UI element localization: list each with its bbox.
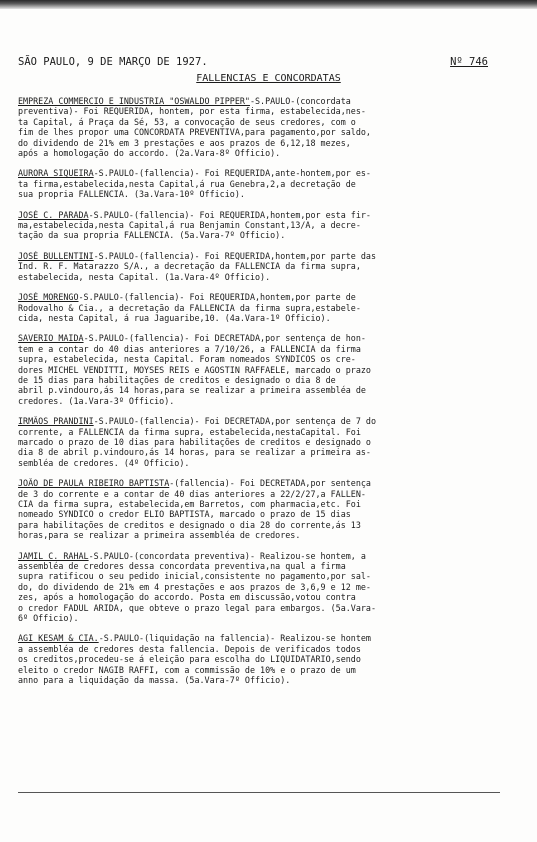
notice-text: nomeado SYNDICO o credor ELIO BAPTISTA, marcado o prazo de 15 dias <box>18 509 351 520</box>
notice-line <box>18 520 518 530</box>
notice-line <box>18 230 518 240</box>
notice-line <box>18 210 518 220</box>
notice-line <box>18 509 518 519</box>
notice-text: CIA da firma supra, estabelecida,em Barretos, com pharmacia,etc. Foi <box>18 499 361 509</box>
notice-line <box>18 427 518 437</box>
notice-text: tem e a contar do 40 dias anteriores a 7/10/26, a FALLENCIA da firma <box>18 343 361 354</box>
notice-text: -S.PAULO-(fallencia)- Foi REQUERIDA,hontem,por parte de <box>78 292 356 303</box>
notice-entry <box>18 333 518 406</box>
notice-line <box>18 375 518 385</box>
notice-line <box>18 168 518 178</box>
notice-entry <box>18 478 518 540</box>
notice-text: corrente, a FALLENCIA da firma supra, estabelecida,nestaCapital. Foi <box>18 426 361 437</box>
notice-line <box>18 189 518 199</box>
notice-line <box>18 333 518 343</box>
notice-text: sembléa de credores. (4º Officio). <box>18 457 190 468</box>
document-header <box>18 55 488 69</box>
notice-text: após a homologação do accordo. (2a.Vara-8º Officio). <box>18 148 281 159</box>
notice-line <box>18 292 518 302</box>
notice-line <box>18 106 518 116</box>
notice-text: supra, estabelecida, nesta Capital. Foram nomeados SYNDICOS os cre- <box>18 354 356 365</box>
notice-line <box>18 489 518 499</box>
notice-line <box>18 313 518 323</box>
notice-line <box>18 654 518 664</box>
notice-line <box>18 447 518 457</box>
notice-text: assembléa de credores dessa concordata preventiva,na qual a firma <box>18 561 346 572</box>
notice-line <box>18 148 518 158</box>
notice-text: fim de lhes propor uma CONCORDATA PREVENTIVA,para pagamento,por saldo, <box>18 127 371 138</box>
notice-line <box>18 303 518 313</box>
notice-text: a assembléa de credores desta fallencia. Depois de verificados todos <box>18 643 361 654</box>
notice-line <box>18 551 518 561</box>
notice-line <box>18 478 518 488</box>
bottom-rule <box>18 792 500 793</box>
notice-text: -S.PAULO-(concordata <box>249 96 351 106</box>
notice-company-name: AGI KESAM & CIA. <box>18 633 99 644</box>
notice-entry <box>18 96 518 158</box>
notice-line <box>18 138 518 148</box>
scan-top-edge <box>0 0 537 9</box>
section-title: FALLENCIAS E CONCORDATAS <box>196 73 341 84</box>
notice-entry <box>18 416 518 468</box>
notice-line <box>18 582 518 592</box>
notice-text: dia 8 de abril p.vindouro,ás 14 horas, para se realizar a primeira as- <box>18 447 371 458</box>
notice-company-name: JOSÉ MORENGO <box>18 292 79 303</box>
notice-text: 6º Officio). <box>18 613 79 624</box>
notice-company-name: JOSÉ C. PARADA <box>18 209 89 220</box>
notice-text: ma,estabelecida,nesta Capital,á rua Benjamin Constant,13/A, a decre- <box>18 220 361 231</box>
notice-text: preventiva)- Foi REQUERIDA, hontem, por esta firma, estabelecida,nes- <box>18 106 366 117</box>
notice-text: -S.PAULO-(fallencia)- Foi REQUERIDA,hontem,por parte das <box>93 250 377 261</box>
notice-company-name: JAMIL C. RAHAL <box>18 550 89 561</box>
notice-text: eleito o credor NAGIB RAFFI, com a commissão de 10% e o prazo de um <box>18 664 356 675</box>
notice-text: do, do dividendo de 21% em 4 prestações e aos prazos de 3,6,9 e 12 me- <box>18 581 371 592</box>
notice-company-name: SAVERIO MAIDA <box>18 333 84 344</box>
notice-line <box>18 613 518 623</box>
notice-text: tação da sua propria FALLENCIA. (5a.Vara-7º Officio). <box>18 230 286 241</box>
notice-text: os creditos,procedeu-se á eleição para escolha do LIQUIDATARIO,sendo <box>18 654 361 665</box>
notice-text: abril p.vindouro,ás 14 horas,para se realizar a primeira assembléa de <box>18 385 366 396</box>
notice-line <box>18 179 518 189</box>
notice-text: -S.PAULO-(fallencia)- Foi REQUERIDA,hontem,por esta fir- <box>88 209 371 220</box>
notice-line <box>18 220 518 230</box>
notice-company-name: JOÃO DE PAULA RIBEIRO BAPTISTA <box>18 478 170 489</box>
notice-entry <box>18 210 518 241</box>
notice-text: o credor FADUL ARIDA, que obteve o prazo legal para embargos. (5a.Vara- <box>18 602 376 613</box>
entries-list <box>18 96 518 696</box>
notice-line <box>18 675 518 685</box>
document-date: SÃO PAULO, 9 DE MARÇO DE 1927. <box>18 56 208 68</box>
notice-text: -S.PAULO-(fallencia)- Foi DECRETADA,por sentença de 7 do <box>93 416 377 427</box>
notice-line <box>18 530 518 540</box>
notice-text: de 3 do corrente e a contar de 40 dias anteriores a 22/2/27,a FALLEN- <box>18 488 366 499</box>
notice-text: zes, após a homologação do accordo. Posta em discussão,votou contra <box>18 592 356 603</box>
notice-line <box>18 633 518 643</box>
notice-text: -S.PAULO-(fallencia)- Foi DECRETADA,por sentença de hon- <box>83 333 366 344</box>
notice-line <box>18 499 518 509</box>
notice-line <box>18 437 518 447</box>
notice-text: para habilitações de creditos e designado o dia 28 do corrente,ás 13 <box>18 519 361 530</box>
notice-line <box>18 127 518 137</box>
notice-text: anno para a liquidação da massa. (5a.Vara-7º Officio). <box>18 675 291 686</box>
notice-text: Rodovalho & Cia., a decretação da FALLENCIA da firma supra,estabele- <box>18 302 361 313</box>
notice-line <box>18 458 518 468</box>
notice-text: -S.PAULO-(liquidação na fallencia)- Realizou-se hontem <box>98 633 371 644</box>
notice-text: -S.PAULO-(concordata preventiva)- Realizou-se hontem, a <box>88 550 366 561</box>
notice-company-name: EMPREZA COMMERCIO E INDUSTRIA "OSWALDO PIPPER" <box>18 96 250 106</box>
notice-text: ta Capital, á Praça da Sé, 53, a convocação de seus credores, com o <box>18 116 356 127</box>
notice-line <box>18 416 518 426</box>
notice-entry <box>18 551 518 624</box>
notice-text: ta firma,estabelecida,nesta Capital,á rua Genebra,2,a decretação de <box>18 178 356 189</box>
notice-entry <box>18 292 518 323</box>
notice-line <box>18 365 518 375</box>
notice-text: Ind. R. F. Matarazzo S/A., a decretação da FALLENCIA da firma supra, <box>18 261 361 272</box>
notice-text: credores. (1a.Vara-3º Officio). <box>18 395 175 406</box>
notice-line <box>18 272 518 282</box>
notice-text: dores MICHEL VENDITTI, MOYSES REIS e AGOSTIN RAFFAELE, marcado o prazo <box>18 364 371 375</box>
notice-text: marcado o prazo de 10 dias para habilitações de creditos e designado o <box>18 436 371 447</box>
notice-line <box>18 96 518 106</box>
notice-line <box>18 592 518 602</box>
notice-entry <box>18 168 518 199</box>
notice-line <box>18 644 518 654</box>
notice-company-name: IRMÃOS PRANDINI <box>18 416 94 427</box>
notice-company-name: AURORA SIQUEIRA <box>18 168 94 179</box>
notice-line <box>18 117 518 127</box>
notice-line <box>18 251 518 261</box>
notice-line <box>18 385 518 395</box>
notice-text: de 15 dias para habilitações de creditos e designado o dia 8 de <box>18 374 336 385</box>
notice-text: cida, nesta Capital, á rua Jaguaribe,10. (4a.Vara-1º Officio). <box>18 312 331 323</box>
notice-line <box>18 344 518 354</box>
notice-line <box>18 603 518 613</box>
notice-company-name: JOSÉ BULLENTINI <box>18 250 94 261</box>
notice-text: -S.PAULO-(fallencia)- Foi REQUERIDA,ante-hontem,por es- <box>93 168 371 179</box>
notice-text: horas,para se realizar a primeira assembléa de credores. <box>18 530 301 541</box>
notice-line <box>18 261 518 271</box>
notice-entry <box>18 251 518 282</box>
notice-line <box>18 665 518 675</box>
notice-text: do dividendo de 21% em 3 prestações e aos prazos de 6,12,18 mezes, <box>18 137 351 148</box>
notice-line <box>18 561 518 571</box>
notice-entry <box>18 633 518 685</box>
notice-text: supra ratificou o seu pedido inicial,consistente no pagamento,por sal- <box>18 571 371 582</box>
document-number: Nº 746 <box>450 56 488 68</box>
notice-text: -(fallencia)- Foi DECRETADA,por sentença <box>169 478 371 489</box>
notice-text: estabelecida, nesta Capital. (1a.Vara-4º Officio). <box>18 271 271 282</box>
notice-line <box>18 571 518 581</box>
notice-text: sua propria FALLENCIA. (3a.Vara-10º Officio). <box>18 189 245 200</box>
notice-line <box>18 396 518 406</box>
notice-line <box>18 354 518 364</box>
